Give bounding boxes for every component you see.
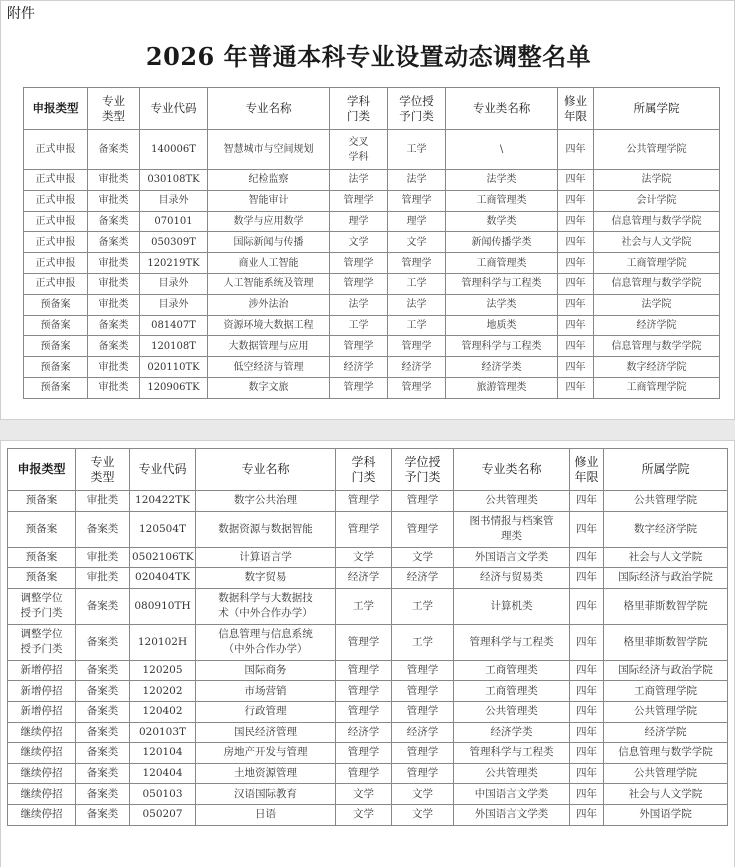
cell-report-type: 新增停招: [8, 681, 76, 702]
cell-college: 法学院: [594, 170, 720, 191]
cell-major-type: 审批类: [88, 273, 140, 294]
table-row: [24, 357, 720, 378]
cell-major-code: 0502106TK: [130, 547, 196, 568]
cell-major-code: 120402: [130, 701, 196, 722]
header-report-type: 申报类型: [8, 449, 76, 491]
header-report-type: 申报类型: [24, 88, 88, 130]
cell-study-years: 四年: [570, 701, 604, 722]
cell-major-name: 低空经济与管理: [208, 357, 330, 378]
cell-major-code: 目录外: [140, 294, 208, 315]
table-row: [24, 273, 720, 294]
cell-report-type: 正式申报: [24, 253, 88, 274]
cell-discipline: 管理学: [336, 511, 392, 547]
cell-major-name: 智能审计: [208, 190, 330, 211]
cell-study-years: 四年: [558, 294, 594, 315]
cell-major-code: 050207: [130, 804, 196, 825]
cell-major-code: 020103T: [130, 722, 196, 743]
header-major-code: 专业代码: [130, 449, 196, 491]
cell-major-code: 030108TK: [140, 170, 208, 191]
cell-degree-category: 文学: [392, 804, 454, 825]
cell-college: 国际经济与政治学院: [604, 660, 728, 681]
cell-college: 会计学院: [594, 190, 720, 211]
table-row: [24, 190, 720, 211]
cell-degree-category: 法学: [388, 170, 446, 191]
table-row: [8, 804, 728, 825]
cell-major-type: 备案类: [76, 511, 130, 547]
cell-major-type: 审批类: [88, 170, 140, 191]
cell-report-type: 调整学位 授予门类: [8, 624, 76, 660]
cell-report-type: 继续停招: [8, 722, 76, 743]
cell-study-years: 四年: [570, 804, 604, 825]
cell-discipline: 经济学: [330, 357, 388, 378]
table-row: [8, 784, 728, 805]
cell-degree-category: 经济学: [392, 722, 454, 743]
cell-report-type: 预备案: [24, 336, 88, 357]
table-header: [8, 449, 728, 491]
cell-major-name: 数字文旅: [208, 377, 330, 398]
cell-major-type: 备案类: [76, 701, 130, 722]
cell-college: 法学院: [594, 294, 720, 315]
cell-report-type: 新增停招: [8, 660, 76, 681]
table-row: [24, 170, 720, 191]
cell-major-class: 公共管理类: [454, 701, 570, 722]
cell-report-type: 调整学位 授予门类: [8, 588, 76, 624]
table-body: [8, 491, 728, 826]
cell-college: 公共管理学院: [594, 130, 720, 170]
cell-college: 数字经济学院: [594, 357, 720, 378]
cell-study-years: 四年: [570, 743, 604, 764]
cell-major-class: 地质类: [446, 315, 558, 336]
cell-major-class: 经济与贸易类: [454, 568, 570, 589]
header-college: 所属学院: [594, 88, 720, 130]
cell-major-code: 120422TK: [130, 491, 196, 512]
cell-major-class: 管理科学与工程类: [454, 743, 570, 764]
cell-major-class: 管理科学与工程类: [446, 273, 558, 294]
cell-degree-category: 工学: [388, 273, 446, 294]
cell-major-name: 汉语国际教育: [196, 784, 336, 805]
cell-major-class: 工商管理类: [454, 681, 570, 702]
cell-study-years: 四年: [570, 784, 604, 805]
cell-major-code: 120202: [130, 681, 196, 702]
table-row: [8, 511, 728, 547]
cell-degree-category: 文学: [392, 784, 454, 805]
cell-study-years: 四年: [558, 211, 594, 232]
cell-degree-category: 管理学: [392, 660, 454, 681]
cell-study-years: 四年: [570, 660, 604, 681]
cell-major-type: 备案类: [76, 660, 130, 681]
cell-study-years: 四年: [558, 315, 594, 336]
cell-discipline: 管理学: [336, 491, 392, 512]
cell-major-code: 140006T: [140, 130, 208, 170]
cell-major-name: 商业人工智能: [208, 253, 330, 274]
cell-major-name: 信息管理与信息系统 （中外合作办学）: [196, 624, 336, 660]
cell-college: 数字经济学院: [604, 511, 728, 547]
cell-major-name: 大数据管理与应用: [208, 336, 330, 357]
cell-degree-category: 管理学: [392, 511, 454, 547]
cell-major-type: 审批类: [88, 253, 140, 274]
table-row: [24, 253, 720, 274]
cell-discipline: 管理学: [330, 377, 388, 398]
cell-study-years: 四年: [558, 377, 594, 398]
cell-study-years: 四年: [570, 681, 604, 702]
cell-major-type: 备案类: [76, 624, 130, 660]
cell-major-class: 工商管理类: [446, 253, 558, 274]
cell-discipline: 管理学: [336, 681, 392, 702]
cell-study-years: 四年: [570, 568, 604, 589]
cell-major-type: 审批类: [88, 377, 140, 398]
cell-major-class: 数学类: [446, 211, 558, 232]
cell-major-type: 备案类: [76, 743, 130, 764]
header-discipline: 学科 门类: [336, 449, 392, 491]
cell-major-type: 备案类: [88, 232, 140, 253]
cell-major-code: 020110TK: [140, 357, 208, 378]
cell-discipline: 管理学: [330, 336, 388, 357]
header-major-type: 专业 类型: [76, 449, 130, 491]
cell-major-code: 120906TK: [140, 377, 208, 398]
cell-study-years: 四年: [570, 763, 604, 784]
cell-college: 国际经济与政治学院: [604, 568, 728, 589]
cell-major-name: 国民经济管理: [196, 722, 336, 743]
cell-study-years: 四年: [558, 357, 594, 378]
cell-report-type: 预备案: [8, 491, 76, 512]
document-page-1: [0, 0, 735, 420]
cell-major-name: 行政管理: [196, 701, 336, 722]
cell-major-class: 新闻传播学类: [446, 232, 558, 253]
table-row: [24, 211, 720, 232]
cell-major-code: 081407T: [140, 315, 208, 336]
table-row: [8, 743, 728, 764]
cell-major-type: 备案类: [88, 211, 140, 232]
cell-major-class: 经济学类: [454, 722, 570, 743]
cell-major-class: 法学类: [446, 170, 558, 191]
cell-report-type: 预备案: [24, 315, 88, 336]
cell-major-name: 数字贸易: [196, 568, 336, 589]
cell-college: 信息管理与数学学院: [594, 336, 720, 357]
cell-degree-category: 工学: [392, 588, 454, 624]
cell-college: 工商管理学院: [594, 377, 720, 398]
cell-college: 公共管理学院: [604, 491, 728, 512]
cell-college: 社会与人文学院: [604, 784, 728, 805]
cell-major-class: 旅游管理类: [446, 377, 558, 398]
cell-study-years: 四年: [570, 722, 604, 743]
cell-degree-category: 法学: [388, 294, 446, 315]
cell-college: 格里菲斯数智学院: [604, 588, 728, 624]
table-row: [8, 568, 728, 589]
cell-study-years: 四年: [558, 232, 594, 253]
cell-major-class: 法学类: [446, 294, 558, 315]
cell-major-type: 备案类: [88, 336, 140, 357]
cell-discipline: 经济学: [336, 722, 392, 743]
table-row: [24, 336, 720, 357]
cell-major-name: 数学与应用数学: [208, 211, 330, 232]
cell-degree-category: 工学: [388, 315, 446, 336]
cell-major-class: 外国语言文学类: [454, 804, 570, 825]
cell-study-years: 四年: [558, 170, 594, 191]
cell-major-type: 审批类: [76, 491, 130, 512]
header-major-name: 专业名称: [196, 449, 336, 491]
cell-discipline: 法学: [330, 170, 388, 191]
cell-college: 公共管理学院: [604, 763, 728, 784]
table-row: [24, 232, 720, 253]
cell-degree-category: 管理学: [388, 253, 446, 274]
cell-major-code: 目录外: [140, 190, 208, 211]
cell-major-class: 工商管理类: [454, 660, 570, 681]
cell-discipline: 管理学: [330, 253, 388, 274]
cell-report-type: 正式申报: [24, 232, 88, 253]
header-degree-category: 学位授 予门类: [388, 88, 446, 130]
cell-major-type: 备案类: [88, 130, 140, 170]
cell-report-type: 正式申报: [24, 273, 88, 294]
table-row: [8, 624, 728, 660]
table-row: [8, 491, 728, 512]
table-row: [8, 588, 728, 624]
cell-discipline: 文学: [330, 232, 388, 253]
cell-degree-category: 工学: [388, 130, 446, 170]
table-row: [8, 722, 728, 743]
cell-study-years: 四年: [570, 547, 604, 568]
cell-report-type: 预备案: [8, 511, 76, 547]
cell-discipline: 管理学: [336, 743, 392, 764]
cell-degree-category: 管理学: [392, 701, 454, 722]
cell-report-type: 预备案: [24, 294, 88, 315]
cell-study-years: 四年: [570, 491, 604, 512]
cell-discipline: 文学: [336, 547, 392, 568]
table-row: [8, 547, 728, 568]
cell-major-type: 审批类: [76, 568, 130, 589]
cell-major-type: 备案类: [76, 588, 130, 624]
cell-college: 工商管理学院: [604, 681, 728, 702]
table-row: [8, 701, 728, 722]
cell-major-code: 120404: [130, 763, 196, 784]
cell-study-years: 四年: [570, 624, 604, 660]
cell-degree-category: 文学: [392, 547, 454, 568]
cell-discipline: 法学: [330, 294, 388, 315]
cell-discipline: 管理学: [330, 273, 388, 294]
cell-major-code: 050103: [130, 784, 196, 805]
cell-major-code: 080910TH: [130, 588, 196, 624]
cell-major-name: 数字公共治理: [196, 491, 336, 512]
table-row: [8, 763, 728, 784]
cell-major-class: 公共管理类: [454, 763, 570, 784]
cell-study-years: 四年: [558, 190, 594, 211]
cell-study-years: 四年: [558, 273, 594, 294]
cell-major-class: 经济学类: [446, 357, 558, 378]
cell-degree-category: 管理学: [388, 377, 446, 398]
cell-major-code: 020404TK: [130, 568, 196, 589]
cell-discipline: 经济学: [336, 568, 392, 589]
cell-study-years: 四年: [558, 130, 594, 170]
cell-major-type: 备案类: [76, 804, 130, 825]
cell-study-years: 四年: [570, 511, 604, 547]
cell-major-code: 120102H: [130, 624, 196, 660]
cell-major-type: 备案类: [88, 315, 140, 336]
cell-major-type: 备案类: [76, 763, 130, 784]
cell-major-name: 国际新闻与传播: [208, 232, 330, 253]
cell-report-type: 预备案: [24, 377, 88, 398]
cell-major-name: 市场营销: [196, 681, 336, 702]
cell-degree-category: 管理学: [392, 763, 454, 784]
header-major-class: 专业类名称: [454, 449, 570, 491]
cell-discipline: 工学: [336, 588, 392, 624]
header-major-code: 专业代码: [140, 88, 208, 130]
cell-degree-category: 文学: [388, 232, 446, 253]
cell-degree-category: 工学: [392, 624, 454, 660]
cell-major-type: 备案类: [76, 784, 130, 805]
header-study-years: 修业 年限: [570, 449, 604, 491]
cell-major-name: 计算语言学: [196, 547, 336, 568]
table-header: [24, 88, 720, 130]
cell-college: 经济学院: [594, 315, 720, 336]
cell-report-type: 正式申报: [24, 211, 88, 232]
cell-major-code: 目录外: [140, 273, 208, 294]
cell-major-code: 120108T: [140, 336, 208, 357]
cell-major-name: 房地产开发与管理: [196, 743, 336, 764]
cell-major-name: 涉外法治: [208, 294, 330, 315]
header-discipline: 学科 门类: [330, 88, 388, 130]
cell-major-type: 审批类: [76, 547, 130, 568]
cell-report-type: 继续停招: [8, 763, 76, 784]
table-row: [24, 377, 720, 398]
cell-study-years: 四年: [558, 336, 594, 357]
cell-major-name: 国际商务: [196, 660, 336, 681]
cell-report-type: 正式申报: [24, 190, 88, 211]
cell-report-type: 继续停招: [8, 804, 76, 825]
cell-degree-category: 管理学: [388, 190, 446, 211]
cell-major-class: 管理科学与工程类: [446, 336, 558, 357]
cell-major-code: 120219TK: [140, 253, 208, 274]
cell-major-type: 审批类: [88, 190, 140, 211]
header-major-name: 专业名称: [208, 88, 330, 130]
header-study-years: 修业 年限: [558, 88, 594, 130]
cell-major-class: 公共管理类: [454, 491, 570, 512]
cell-study-years: 四年: [570, 588, 604, 624]
cell-report-type: 继续停招: [8, 784, 76, 805]
cell-degree-category: 管理学: [392, 743, 454, 764]
cell-discipline: 工学: [330, 315, 388, 336]
cell-major-class: 中国语言文学类: [454, 784, 570, 805]
cell-major-class: 外国语言文学类: [454, 547, 570, 568]
cell-major-type: 备案类: [76, 722, 130, 743]
cell-major-code: 050309T: [140, 232, 208, 253]
cell-college: 信息管理与数学学院: [594, 273, 720, 294]
cell-major-type: 备案类: [76, 681, 130, 702]
cell-major-code: 120104: [130, 743, 196, 764]
cell-college: 经济学院: [604, 722, 728, 743]
cell-college: 信息管理与数学学院: [594, 211, 720, 232]
cell-major-class: \: [446, 130, 558, 170]
cell-major-type: 审批类: [88, 357, 140, 378]
cell-discipline: 理学: [330, 211, 388, 232]
header-major-class: 专业类名称: [446, 88, 558, 130]
cell-discipline: 管理学: [336, 624, 392, 660]
cell-major-code: 120504T: [130, 511, 196, 547]
cell-major-code: 070101: [140, 211, 208, 232]
cell-major-class: 工商管理类: [446, 190, 558, 211]
cell-major-class: 计算机类: [454, 588, 570, 624]
cell-major-name: 数据资源与数据智能: [196, 511, 336, 547]
cell-college: 社会与人文学院: [604, 547, 728, 568]
cell-major-class: 图书情报与档案管 理类: [454, 511, 570, 547]
cell-major-code: 120205: [130, 660, 196, 681]
header-major-type: 专业 类型: [88, 88, 140, 130]
table-body: [24, 130, 720, 399]
table-row: [24, 315, 720, 336]
document-title: 2026 年普通本科专业设置动态调整名单: [145, 42, 592, 71]
cell-major-name: 智慧城市与空间规划: [208, 130, 330, 170]
cell-major-name: 纪检监察: [208, 170, 330, 191]
cell-report-type: 正式申报: [24, 130, 88, 170]
cell-report-type: 预备案: [8, 547, 76, 568]
cell-degree-category: 管理学: [392, 681, 454, 702]
cell-discipline: 管理学: [336, 763, 392, 784]
cell-college: 公共管理学院: [604, 701, 728, 722]
cell-major-type: 审批类: [88, 294, 140, 315]
cell-report-type: 正式申报: [24, 170, 88, 191]
cell-college: 外国语学院: [604, 804, 728, 825]
cell-major-name: 土地资源管理: [196, 763, 336, 784]
majors-table-page-2: [7, 448, 728, 826]
cell-college: 工商管理学院: [594, 253, 720, 274]
cell-report-type: 预备案: [8, 568, 76, 589]
header-degree-category: 学位授 予门类: [392, 449, 454, 491]
attachment-label: 附件: [7, 6, 35, 22]
cell-degree-category: 经济学: [392, 568, 454, 589]
majors-table-page-1: [23, 87, 720, 399]
header-college: 所属学院: [604, 449, 728, 491]
cell-discipline: 文学: [336, 784, 392, 805]
cell-degree-category: 经济学: [388, 357, 446, 378]
table-row: [24, 130, 720, 170]
cell-study-years: 四年: [558, 253, 594, 274]
cell-discipline: 管理学: [330, 190, 388, 211]
cell-degree-category: 管理学: [392, 491, 454, 512]
cell-degree-category: 管理学: [388, 336, 446, 357]
cell-report-type: 预备案: [24, 357, 88, 378]
table-row: [8, 660, 728, 681]
cell-college: 信息管理与数学学院: [604, 743, 728, 764]
cell-college: 格里菲斯数智学院: [604, 624, 728, 660]
cell-report-type: 继续停招: [8, 743, 76, 764]
cell-discipline: 文学: [336, 804, 392, 825]
table-row: [8, 681, 728, 702]
cell-discipline: 管理学: [336, 660, 392, 681]
cell-major-name: 数据科学与大数据技 术（中外合作办学）: [196, 588, 336, 624]
cell-discipline: 管理学: [336, 701, 392, 722]
cell-major-name: 日语: [196, 804, 336, 825]
cell-college: 社会与人文学院: [594, 232, 720, 253]
cell-discipline: 交叉 学科: [330, 130, 388, 170]
table-row: [24, 294, 720, 315]
cell-report-type: 新增停招: [8, 701, 76, 722]
cell-major-name: 资源环境大数据工程: [208, 315, 330, 336]
cell-major-name: 人工智能系统及管理: [208, 273, 330, 294]
cell-degree-category: 理学: [388, 211, 446, 232]
cell-major-class: 管理科学与工程类: [454, 624, 570, 660]
